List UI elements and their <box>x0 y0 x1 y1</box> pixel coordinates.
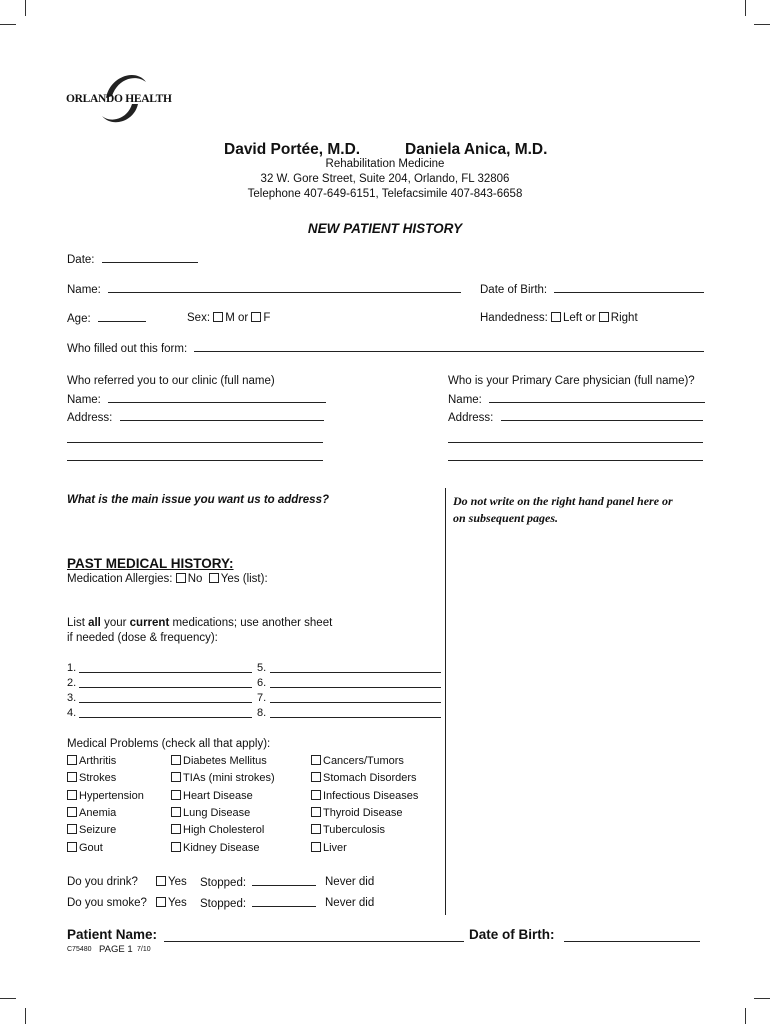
medical-problem-checkbox[interactable] <box>311 772 321 782</box>
medication-field[interactable] <box>79 717 252 718</box>
drink-stopped-field[interactable] <box>252 876 316 886</box>
medical-problem-label: Thyroid Disease <box>323 806 403 819</box>
medical-problem-item <box>311 772 417 784</box>
medical-problem-item <box>171 772 275 784</box>
pcp-address-label: Address: <box>448 412 494 424</box>
medical-problem-item <box>311 824 385 836</box>
medical-problem-label: TIAs (mini strokes) <box>183 772 275 785</box>
meds-all: all <box>88 617 101 629</box>
meds-current: current <box>129 617 170 629</box>
handedness-label: Handedness: <box>480 312 548 324</box>
crop-mark <box>754 24 770 25</box>
referrer-name-row <box>67 393 326 406</box>
filled-by-label: Who filled out this form: <box>67 343 188 355</box>
allergies-no-checkbox[interactable] <box>176 573 186 583</box>
medical-problem-checkbox[interactable] <box>171 807 181 817</box>
medical-problem-label: Kidney Disease <box>183 841 260 854</box>
form-code: C75480 <box>67 946 92 953</box>
medical-problem-item <box>67 807 116 819</box>
main-issue-question: What is the main issue you want us to address? <box>67 494 329 506</box>
medical-problem-checkbox[interactable] <box>67 755 77 765</box>
crop-mark <box>25 1008 26 1024</box>
pcp-name-row <box>448 393 705 406</box>
clinic-address: 32 W. Gore Street, Suite 204, Orlando, FL 32806 <box>260 173 510 185</box>
date-label: Date: <box>67 254 95 266</box>
left-hand-checkbox[interactable] <box>551 312 561 322</box>
pcp-address-line-3[interactable] <box>448 460 703 461</box>
age-field[interactable] <box>98 312 146 322</box>
smoke-yes <box>156 897 187 909</box>
medical-problem-checkbox[interactable] <box>171 842 181 852</box>
medical-problem-item <box>311 790 418 802</box>
panel-note-line-1: Do not write on the right hand panel here or <box>453 494 673 508</box>
referrer-address-label: Address: <box>67 412 113 424</box>
medication-number: 1. <box>67 662 77 674</box>
drink-stopped-label: Stopped: <box>200 877 247 889</box>
medication-number: 2. <box>67 677 77 689</box>
drink-question: Do you drink? <box>67 876 138 888</box>
medication-field[interactable] <box>270 672 441 673</box>
medical-problem-item <box>311 842 347 854</box>
medical-problem-item <box>67 790 144 802</box>
sex-m-checkbox[interactable] <box>213 312 223 322</box>
medication-field[interactable] <box>79 702 252 703</box>
drink-yes-checkbox[interactable] <box>156 876 166 886</box>
meds-instructions-2: if needed (dose & frequency): <box>67 632 218 644</box>
date-row <box>67 253 198 266</box>
medical-problem-checkbox[interactable] <box>171 790 181 800</box>
left-hand-label: Left or <box>562 312 596 324</box>
medical-problem-label: Tuberculosis <box>323 824 385 837</box>
orlando-health-logo <box>66 70 178 130</box>
referral-title: Who referred you to our clinic (full name) <box>67 375 275 387</box>
smoke-never: Never did <box>325 897 375 909</box>
problems-title: Medical Problems (check all that apply): <box>67 738 271 750</box>
medical-problem-item <box>171 824 264 836</box>
panel-divider <box>445 488 446 915</box>
medication-number: 7. <box>257 692 267 704</box>
smoke-yes-label: Yes <box>168 897 187 909</box>
allergies-yes-checkbox[interactable] <box>209 573 219 583</box>
date-field[interactable] <box>102 253 198 263</box>
form-title: NEW PATIENT HISTORY <box>307 221 463 236</box>
medication-field[interactable] <box>270 687 441 688</box>
crop-mark <box>0 24 16 25</box>
clinic-phone: Telephone 407-649-6151, Telefacsimile 407-843-6658 <box>247 188 523 200</box>
pcp-title: Who is your Primary Care physician (full name)? <box>448 375 695 387</box>
allergies-label: Medication Allergies: <box>67 573 173 585</box>
meds-instructions <box>67 617 332 629</box>
medical-problem-item <box>67 824 116 836</box>
medical-problem-label: Strokes <box>79 772 117 785</box>
medical-problem-checkbox[interactable] <box>67 824 77 834</box>
drink-yes <box>156 876 187 888</box>
medication-number: 6. <box>257 677 267 689</box>
crop-mark <box>0 998 16 999</box>
medical-problem-item <box>67 755 116 767</box>
department: Rehabilitation Medicine <box>325 158 445 170</box>
smoke-stopped-label: Stopped: <box>200 898 247 910</box>
drink-stopped <box>200 876 316 889</box>
medical-problem-label: Anemia <box>79 806 117 819</box>
medical-problem-item <box>67 772 116 784</box>
crop-mark <box>745 1008 746 1024</box>
meds-text: your <box>100 617 130 629</box>
pcp-address-row <box>448 411 703 424</box>
allergies-row <box>67 573 268 585</box>
medical-problem-checkbox[interactable] <box>171 824 181 834</box>
pmh-heading: PAST MEDICAL HISTORY: <box>67 556 234 571</box>
medication-number: 4. <box>67 707 77 719</box>
medical-problem-item <box>171 790 253 802</box>
allergies-yes-label: Yes (list): <box>220 573 268 585</box>
footer-patient-name-label: Patient Name: <box>67 927 158 942</box>
medical-problem-checkbox[interactable] <box>171 772 181 782</box>
pcp-name-field[interactable] <box>489 393 705 403</box>
medication-field[interactable] <box>270 717 441 718</box>
medical-problem-item <box>171 842 259 854</box>
filled-by-row <box>67 342 704 355</box>
medical-problem-checkbox[interactable] <box>311 790 321 800</box>
smoke-stopped-field[interactable] <box>252 897 316 907</box>
referrer-name-label: Name: <box>67 394 101 406</box>
meds-text: medications; use another sheet <box>169 617 333 629</box>
dob-field[interactable] <box>554 283 704 293</box>
allergies-no-label: No <box>187 573 203 585</box>
medical-problem-label: Stomach Disorders <box>323 772 417 785</box>
medical-problem-checkbox[interactable] <box>171 755 181 765</box>
sex-f-label: F <box>263 312 271 324</box>
name-label: Name: <box>67 284 101 296</box>
smoke-question: Do you smoke? <box>67 897 147 909</box>
sex-f-checkbox[interactable] <box>251 312 261 322</box>
pcp-address-line-2[interactable] <box>448 442 703 443</box>
meds-text: List <box>67 617 89 629</box>
drink-never: Never did <box>325 876 375 888</box>
medical-problem-item <box>311 755 404 767</box>
medical-problem-label: Cancers/Tumors <box>323 755 404 767</box>
medical-problem-checkbox[interactable] <box>311 842 321 852</box>
handedness-row <box>480 312 638 324</box>
name-field[interactable] <box>108 283 461 293</box>
sex-label: Sex: <box>187 312 211 324</box>
footer-patient-name-field[interactable] <box>164 941 464 942</box>
medication-field[interactable] <box>79 672 252 673</box>
medical-problem-checkbox[interactable] <box>311 755 321 765</box>
right-hand-checkbox[interactable] <box>599 312 609 322</box>
medication-number: 3. <box>67 692 77 704</box>
referrer-address-line-2[interactable] <box>67 442 323 443</box>
drink-yes-label: Yes <box>168 876 187 888</box>
medication-field[interactable] <box>270 702 441 703</box>
revision-date: 7/10 <box>137 946 151 953</box>
sex-row <box>187 312 270 324</box>
medical-problem-label: High Cholesterol <box>183 824 265 837</box>
filled-by-field[interactable] <box>194 342 704 352</box>
medical-problem-item <box>171 755 267 767</box>
medication-number: 5. <box>257 662 267 674</box>
referrer-address-line-3[interactable] <box>67 460 323 461</box>
medical-problem-label: Seizure <box>79 824 117 837</box>
medical-problem-label: Infectious Diseases <box>323 789 419 802</box>
medical-problem-checkbox[interactable] <box>311 807 321 817</box>
referrer-address-field[interactable] <box>120 411 324 421</box>
referrer-name-field[interactable] <box>108 393 326 403</box>
medical-problem-item <box>311 807 402 819</box>
smoke-yes-checkbox[interactable] <box>156 897 166 907</box>
medical-problem-label: Diabetes Mellitus <box>183 755 267 767</box>
logo-text: ORLANDO HEALTH <box>66 93 172 105</box>
crop-mark <box>754 998 770 999</box>
crop-mark <box>25 0 26 16</box>
doctor-name-1: David Portée, M.D. <box>224 141 361 158</box>
medical-problem-checkbox[interactable] <box>67 842 77 852</box>
dob-row <box>480 283 704 296</box>
footer-dob-field[interactable] <box>564 941 700 942</box>
medical-problem-label: Lung Disease <box>183 806 251 819</box>
medical-problem-label: Hypertension <box>79 789 144 802</box>
dob-label: Date of Birth: <box>480 284 548 296</box>
doctor-name-2: Daniela Anica, M.D. <box>405 141 548 158</box>
medical-problem-label: Heart Disease <box>183 789 253 802</box>
panel-note-line-2: on subsequent pages. <box>453 511 559 525</box>
pcp-name-label: Name: <box>448 394 482 406</box>
footer-dob-label: Date of Birth: <box>469 927 555 942</box>
page-number: PAGE 1 <box>99 944 133 955</box>
medical-problem-checkbox[interactable] <box>67 790 77 800</box>
medical-problem-checkbox[interactable] <box>67 772 77 782</box>
medical-problem-label: Gout <box>79 841 103 854</box>
medical-problem-checkbox[interactable] <box>311 824 321 834</box>
referrer-address-row <box>67 411 324 424</box>
medical-problem-label: Arthritis <box>79 755 117 767</box>
medication-number: 8. <box>257 707 267 719</box>
crop-mark <box>745 0 746 16</box>
right-hand-label: Right <box>610 312 638 324</box>
medical-problem-label: Liver <box>323 841 347 854</box>
sex-m-label: M or <box>225 312 249 324</box>
medical-problem-item <box>67 842 103 854</box>
age-label: Age: <box>67 313 91 325</box>
medication-field[interactable] <box>79 687 252 688</box>
medical-problem-item <box>171 807 250 819</box>
smoke-stopped <box>200 897 316 910</box>
pcp-address-field[interactable] <box>501 411 703 421</box>
medical-problem-checkbox[interactable] <box>67 807 77 817</box>
age-row <box>67 312 146 325</box>
name-row <box>67 283 461 296</box>
